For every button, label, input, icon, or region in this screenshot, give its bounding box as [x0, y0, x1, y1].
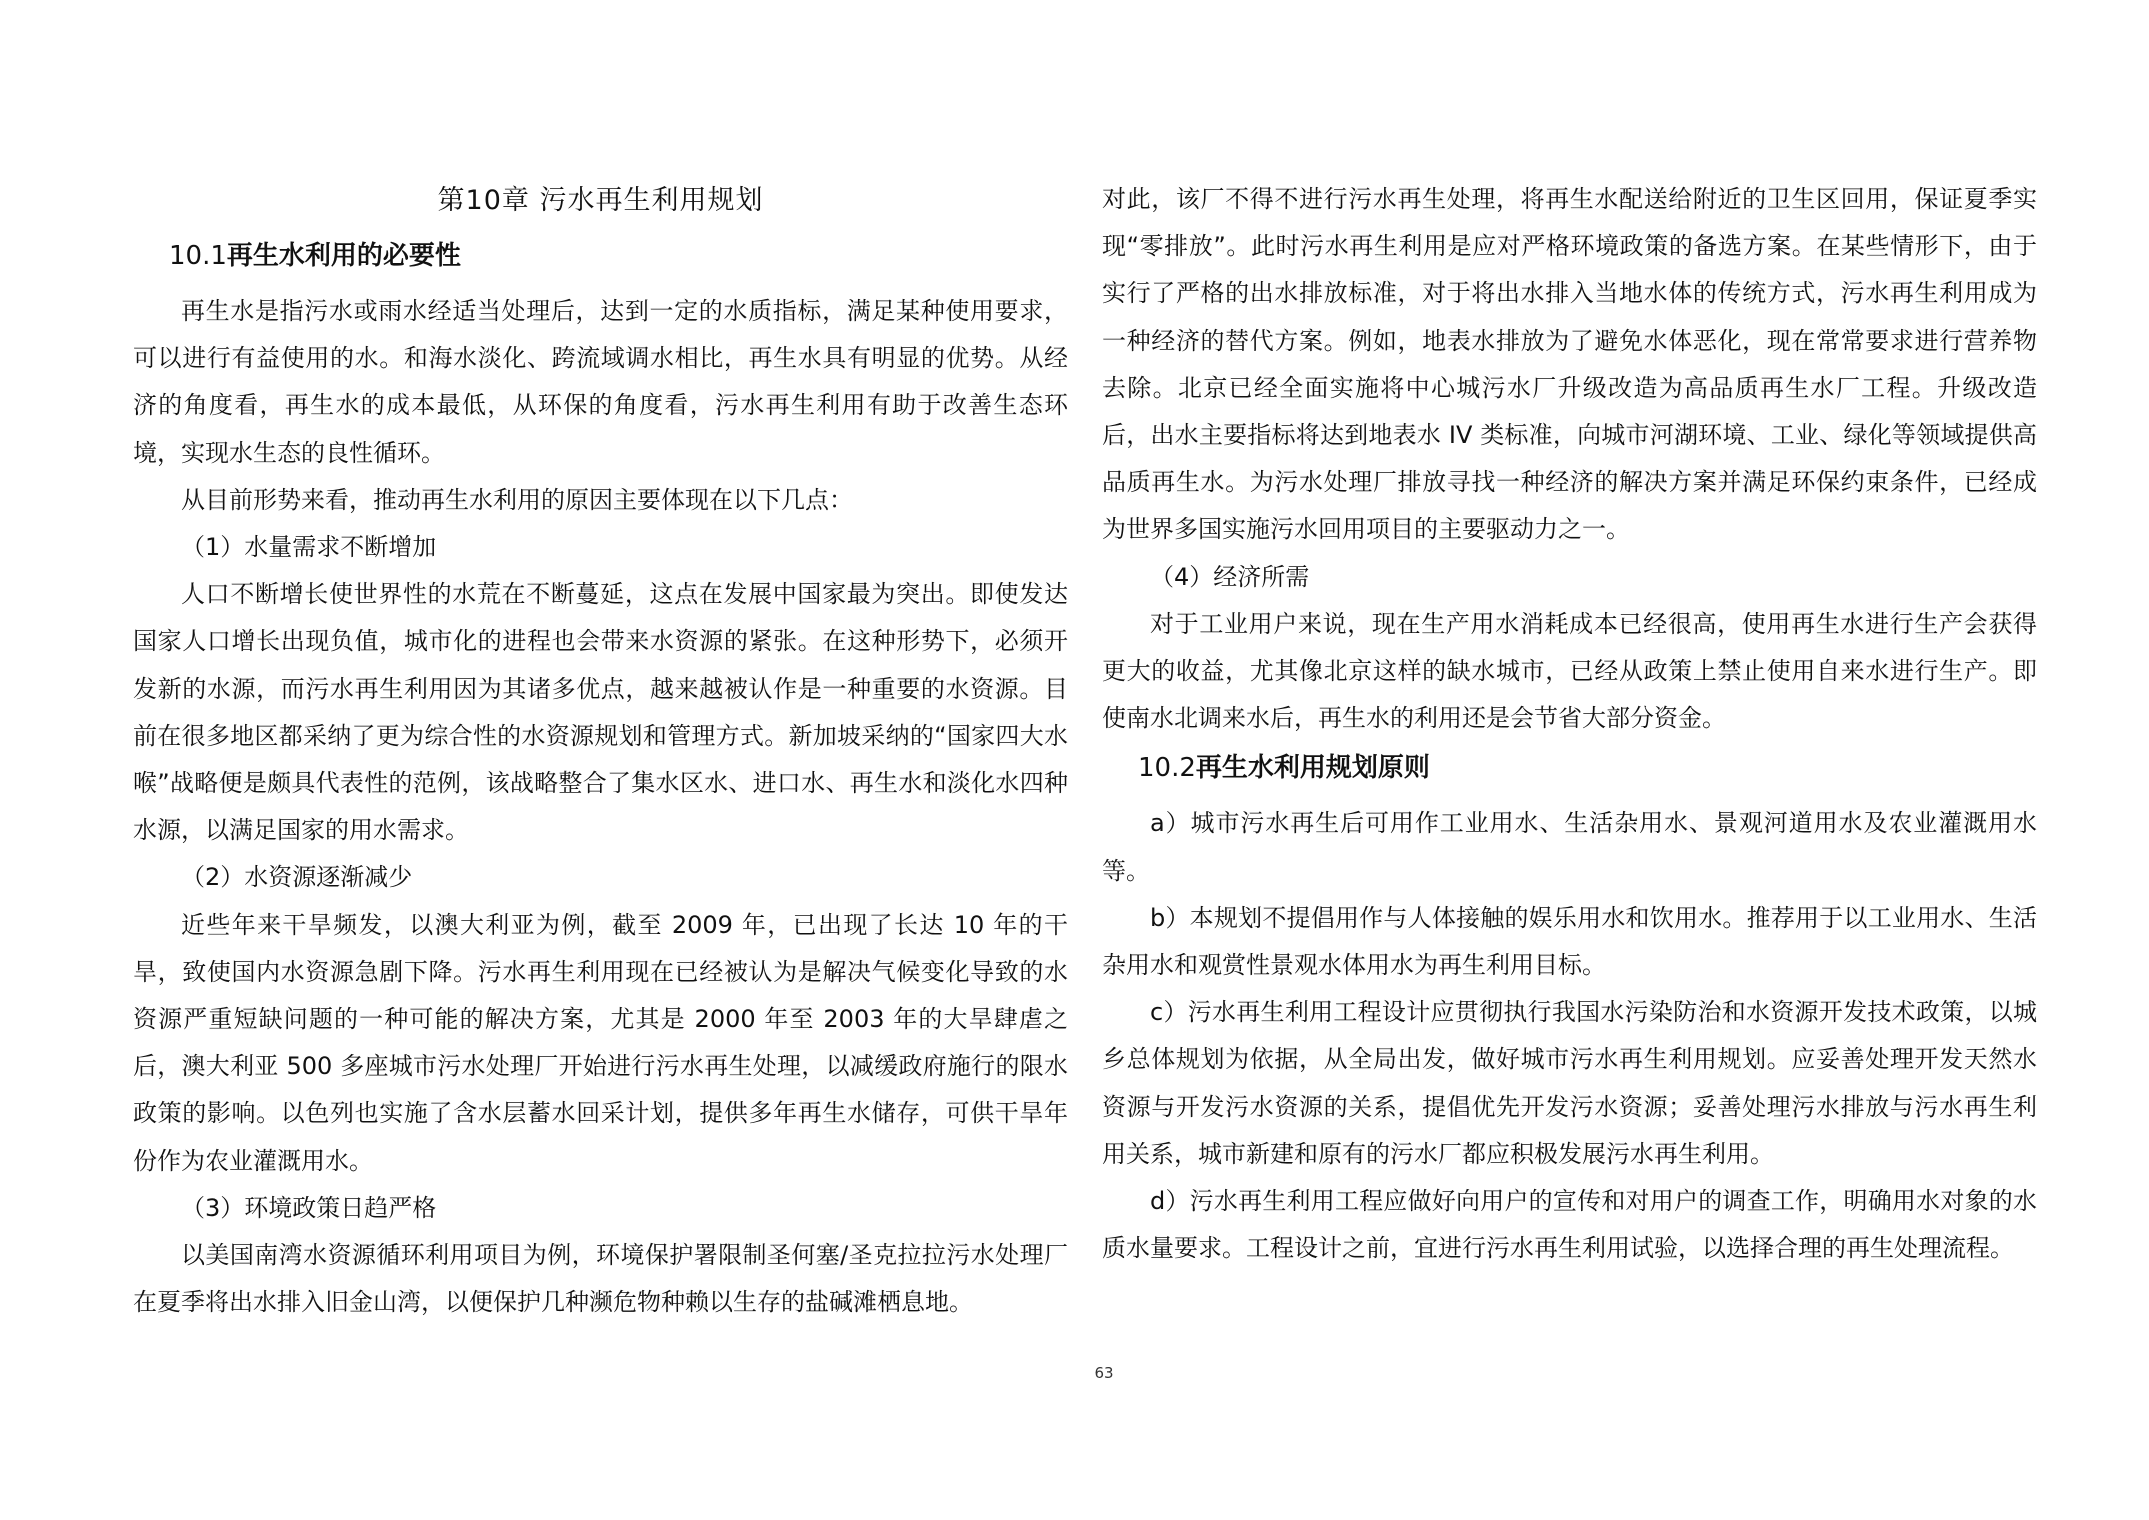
- principle-c: c）污水再生利用工程设计应贯彻执行我国水污染防治和水资源开发技术政策，以城乡总体规划为依据，从全局出发，做好城市污水再生利用规划。应妥善处理开发天然水资源与开发污水资源的关系，提倡优先开发污水资源；妥善处理污水排放与污水再生利用关系，城市新建和原有的污水厂都应积极发展污水再生利用。: [1102, 998, 2037, 1168]
- list-item-heading: （4）经济所需: [1150, 562, 1310, 591]
- right-column: [1102, 176, 2037, 1272]
- left-column: [133, 176, 1068, 1326]
- paragraph: 对于工业用户来说，现在生产用水消耗成本已经很高，使用再生水进行生产会获得更大的收益，尤其像北京这样的缺水城市，已经从政策上禁止使用自来水进行生产。即使南水北调来水后，再生水的利用还是会节省大部分资金。: [1102, 609, 2037, 733]
- section-heading-10-2: [1102, 742, 2037, 794]
- section-number: 10.1: [169, 241, 227, 271]
- paragraph: 以美国南湾水资源循环利用项目为例，环境保护署限制圣何塞/圣克拉拉污水处理厂在夏季将出水排入旧金山湾，以便保护几种濒危物种赖以生存的盐碱滩栖息地。: [133, 1241, 1068, 1317]
- paragraph: 近些年来干旱频发，以澳大利亚为例，截至 2009 年，已出现了长达 10 年的干旱，致使国内水资源急剧下降。污水再生利用现在已经被认为是解决气候变化导致的水资源严重短缺问题的一种可能的解决方案，尤其是 2000 年至 2003 年的大旱肆虐之后，澳大利亚 500 多座城市污水处理厂开始进行污水再生处理，以减缓政府施行的限水政策的影响。以色列也实施了含水层蓄水回采计划，提供多年再生水储存，可供干旱年份作为农业灌溉用水。: [133, 910, 1068, 1175]
- section-heading-10-1: [133, 230, 1068, 282]
- principle-b: b）本规划不提倡用作与人体接触的娱乐用水和饮用水。推荐用于以工业用水、生活杂用水和观赏性景观水体用水为再生利用目标。: [1102, 903, 2037, 980]
- chapter-title: 第10章 污水再生利用规划: [437, 185, 764, 216]
- principle-d: d）污水再生利用工程应做好向用户的宣传和对用户的调查工作，明确用水对象的水质水量要求。工程设计之前，宜进行污水再生利用试验，以选择合理的再生处理流程。: [1102, 1187, 2037, 1263]
- paragraph: 人口不断增长使世界性的水荒在不断蔓延，这点在发展中国家最为突出。即使发达国家人口增长出现负值，城市化的进程也会带来水资源的紧张。在这种形势下，必须开发新的水源，而污水再生利用因为其诸多优点，越来越被认作是一种重要的水资源。目前在很多地区都采纳了更为综合性的水资源规划和管理方式。新加坡采纳的“国家四大水喉”战略便是颇具代表性的范例，该战略整合了集水区水、进口水、再生水和淡化水四种水源，以满足国家的用水需求。: [133, 580, 1068, 845]
- list-item-heading: （1）水量需求不断增加: [181, 533, 437, 562]
- section-title-text: 再生水利用的必要性: [226, 241, 461, 271]
- list-item-heading: （2）水资源逐渐减少: [181, 863, 413, 892]
- paragraph: 再生水是指污水或雨水经适当处理后，达到一定的水质指标，满足某种使用要求，可以进行有益使用的水。和海水淡化、跨流域调水相比，再生水具有明显的优势。从经济的角度看，再生水的成本最低，从环保的角度看，污水再生利用有助于改善生态环境，实现水生态的良性循环。: [133, 297, 1068, 467]
- list-item-heading: （3）环境政策日趋严格: [181, 1193, 437, 1222]
- principle-a: a）城市污水再生后可用作工业用水、生活杂用水、景观河道用水及农业灌溉用水等。: [1102, 809, 2037, 885]
- page-number: 63: [1094, 1364, 1114, 1382]
- section-number: 10.2: [1138, 753, 1196, 784]
- section-title-text: 再生水利用规划原则: [1195, 753, 1430, 784]
- paragraph-continued: 对此，该厂不得不进行污水再生处理，将再生水配送给附近的卫生区回用，保证夏季实现“零排放”。此时污水再生利用是应对严格环境政策的备选方案。在某些情形下，由于实行了严格的出水排放标准，对于将出水排入当地水体的传统方式，污水再生利用成为一种经济的替代方案。例如，地表水排放为了避免水体恶化，现在常常要求进行营养物去除。北京已经全面实施将中心城污水厂升级改造为高品质再生水厂工程。升级改造后，出水主要指标将达到地表水 IV 类标准，向城市河湖环境、工业、绿化等领域提供高品质再生水。为污水处理厂排放寻找一种经济的解决方案并满足环保约束条件，已经成为世界多国实施污水回用项目的主要驱动力之一。: [1102, 185, 2037, 544]
- paragraph: 从目前形势来看，推动再生水利用的原因主要体现在以下几点：: [181, 485, 853, 514]
